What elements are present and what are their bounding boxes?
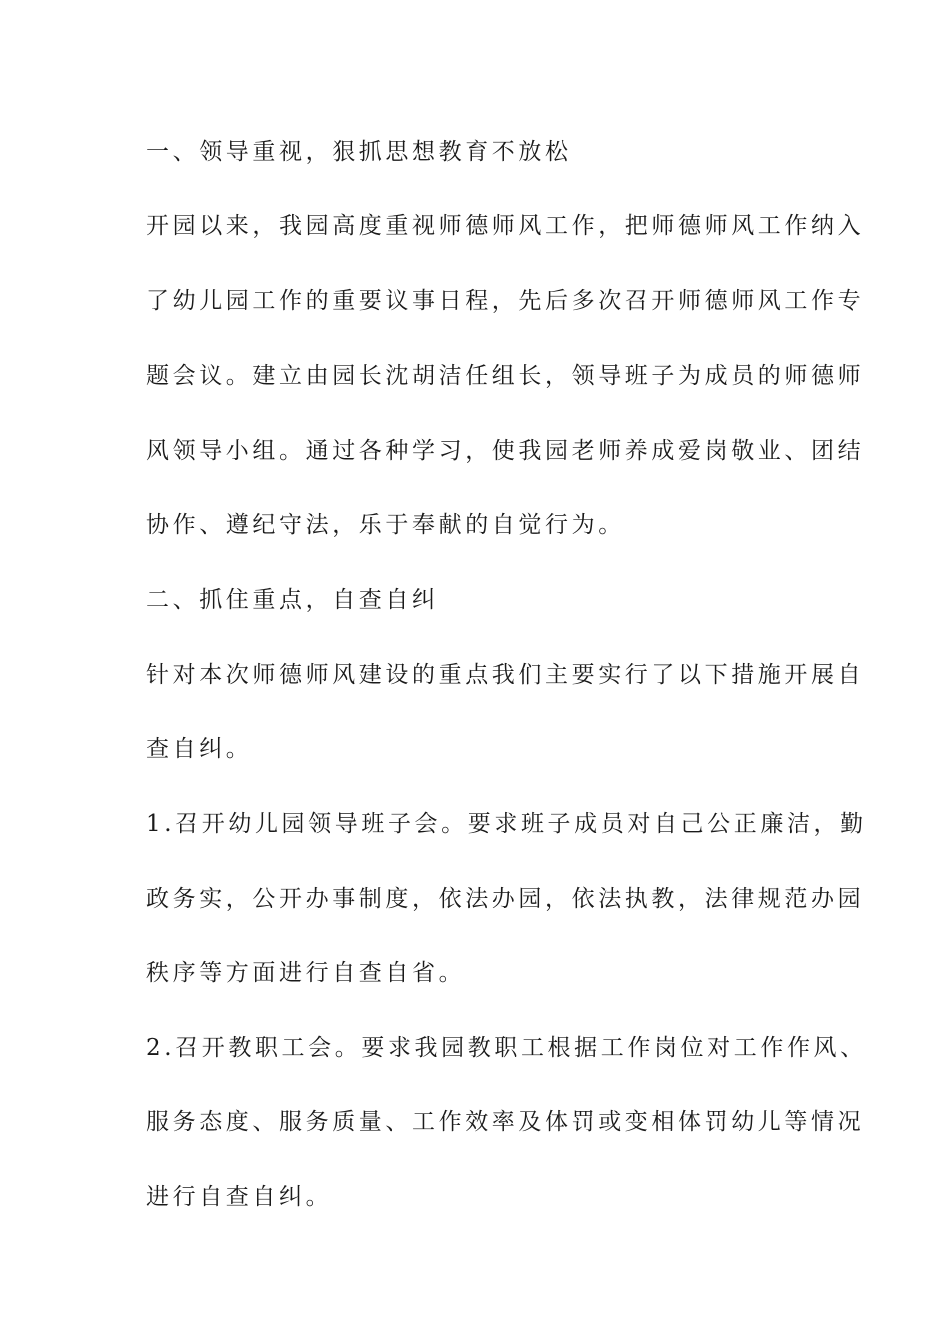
section-heading-1: 一、领导重视，狠抓思想教育不放松 <box>146 139 572 165</box>
paragraph-line: 风领导小组。通过各种学习，使我园老师养成爱岗敬业、团结 <box>146 438 865 464</box>
paragraph-line: 开园以来，我园高度重视师德师风工作，把师德师风工作纳入 <box>146 213 865 239</box>
paragraph-line: 针对本次师德师风建设的重点我们主要实行了以下措施开展自 <box>146 662 865 688</box>
paragraph-line: 题会议。建立由园长沈胡洁任组长，领导班子为成员的师德师 <box>146 363 865 389</box>
paragraph-line: 协作、遵纪守法，乐于奉献的自觉行为。 <box>146 512 625 538</box>
section-heading-2: 二、抓住重点，自查自纠 <box>146 587 439 613</box>
list-item-1-line: 1.召开幼儿园领导班子会。要求班子成员对自己公正廉洁，勤 <box>146 811 867 837</box>
paragraph-line: 了幼儿园工作的重要议事日程，先后多次召开师德师风工作专 <box>146 288 865 314</box>
paragraph-line: 查自纠。 <box>146 736 253 762</box>
list-item-1-line: 政务实，公开办事制度，依法办园，依法执教，法律规范办园 <box>146 886 865 912</box>
list-item-2-line: 2.召开教职工会。要求我园教职工根据工作岗位对工作作风、 <box>146 1035 867 1061</box>
list-item-2-line: 服务态度、服务质量、工作效率及体罚或变相体罚幼儿等情况 <box>146 1109 865 1135</box>
list-item-1-line: 秩序等方面进行自查自省。 <box>146 960 466 986</box>
list-item-2-line: 进行自查自纠。 <box>146 1184 333 1210</box>
